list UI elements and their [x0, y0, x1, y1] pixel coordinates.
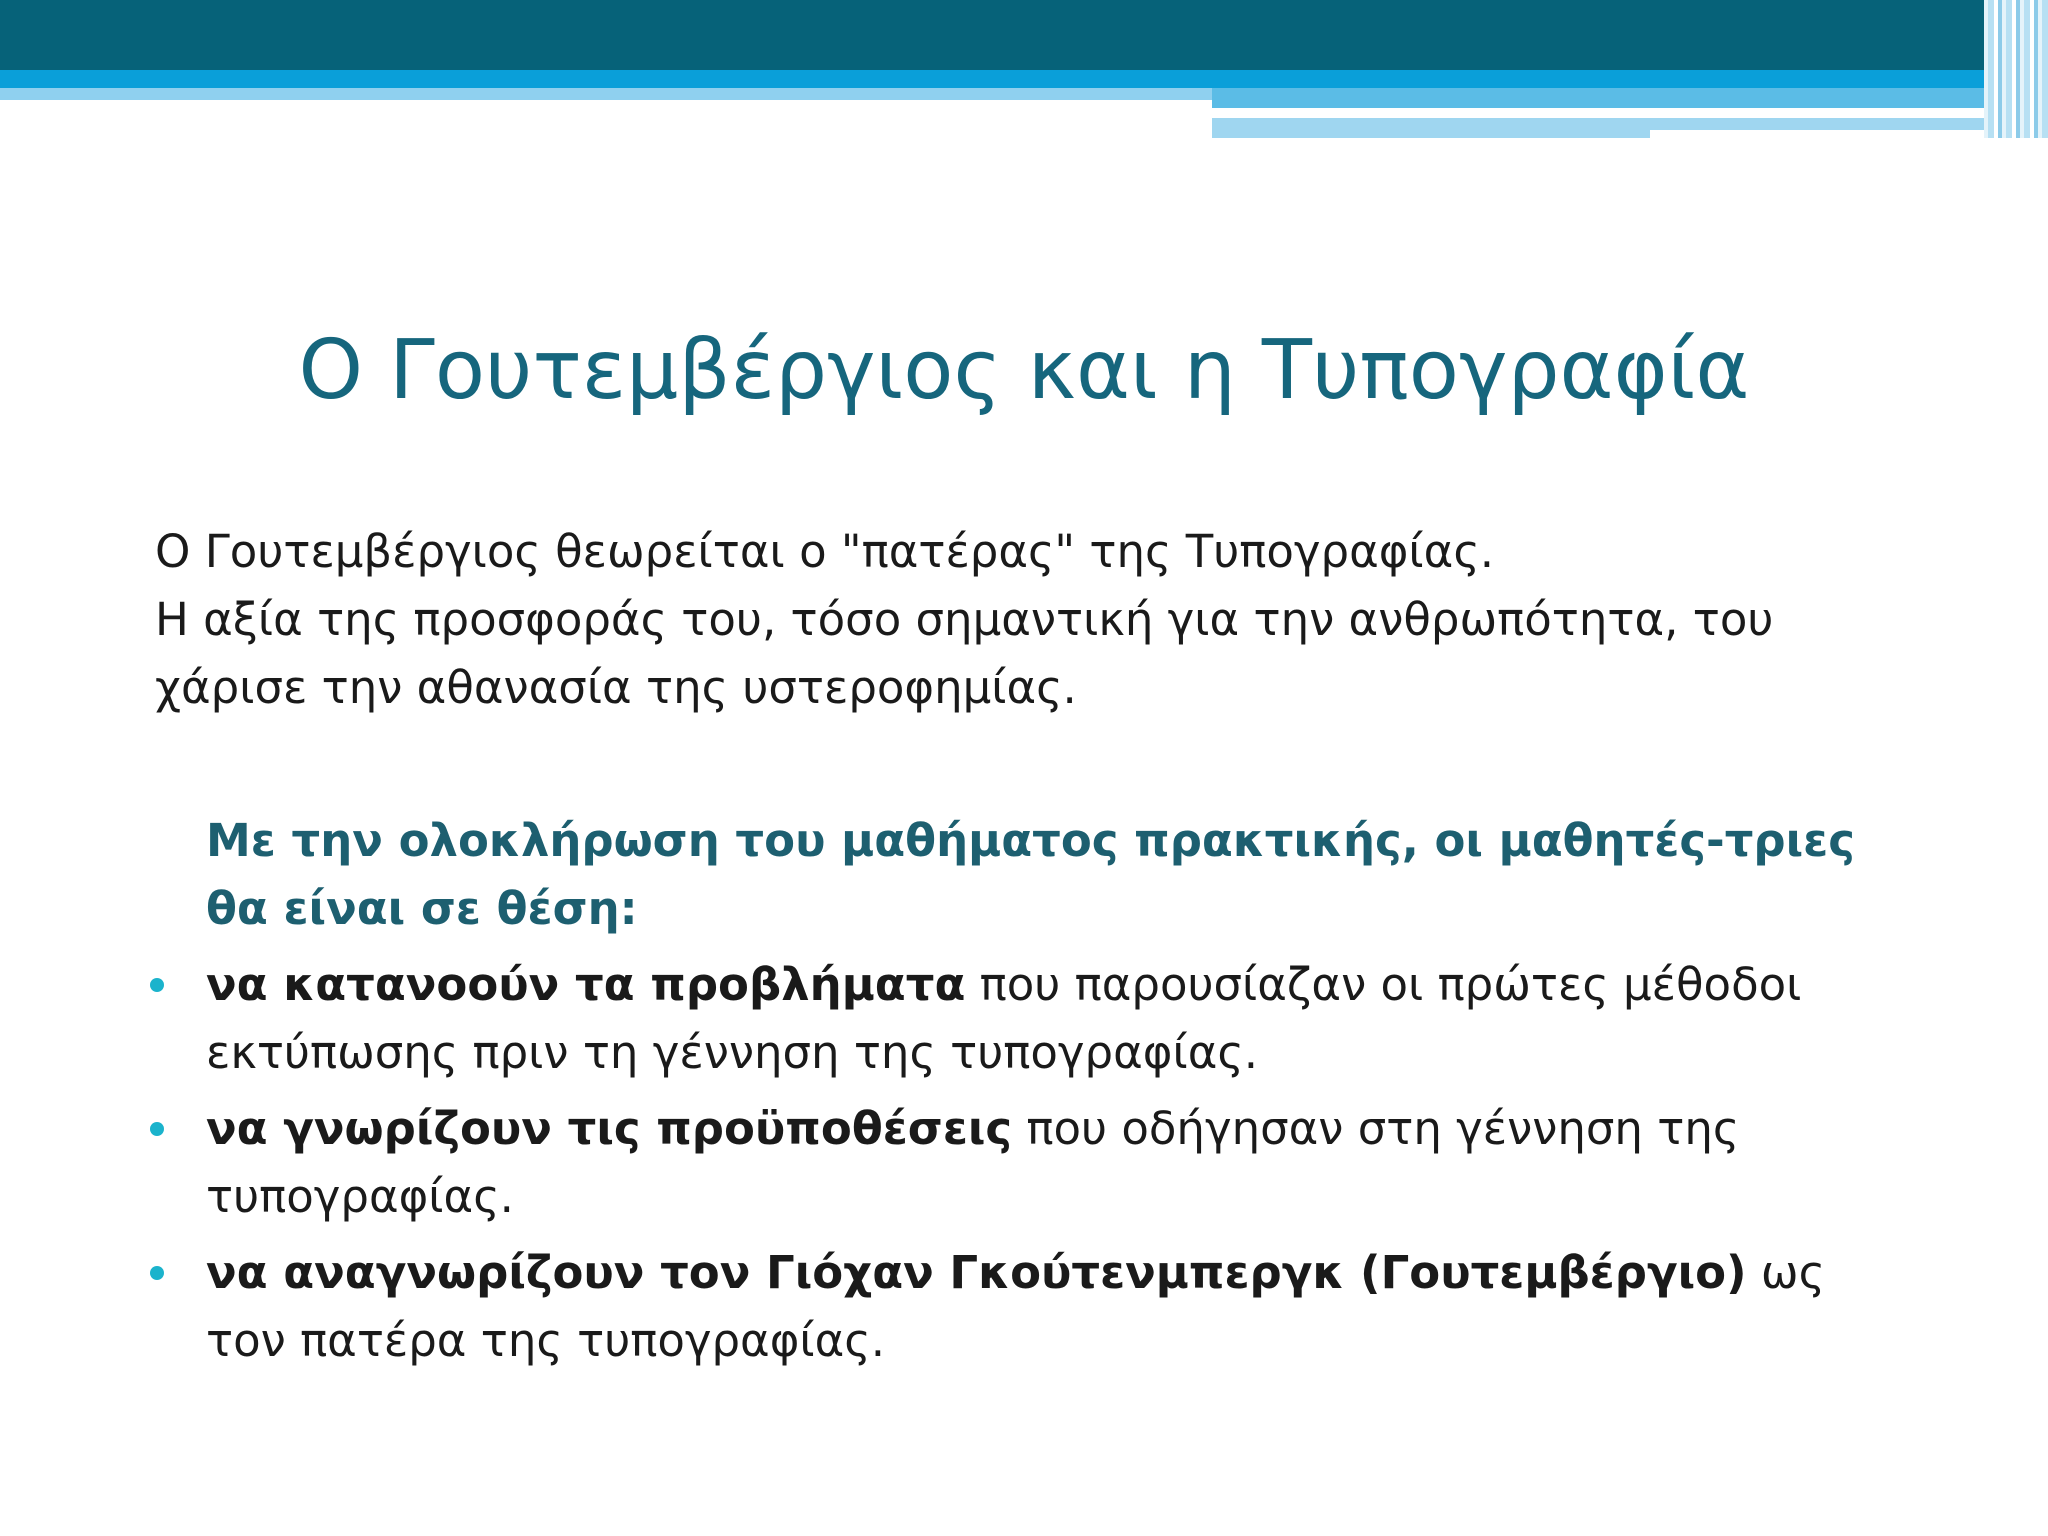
header-stripes: [1984, 0, 2048, 138]
intro-paragraph: [155, 518, 1915, 722]
objectives-list: [206, 951, 1906, 1383]
bullet-dot-icon: [150, 978, 164, 992]
header-bar-gap: [1212, 110, 1897, 116]
objective-text: που οδήγησαν στη γέννηση της τυπογραφίας.: [206, 1102, 1740, 1223]
objective-bold: να κατανοούν τα προβλήματα: [206, 958, 966, 1011]
header-bar-light: [0, 88, 1212, 100]
objective-bold: να γνωρίζουν τις προϋποθέσεις: [206, 1102, 1013, 1155]
objective-text: που παρουσίαζαν οι πρώτες μέθοδοι εκτύπωσης πριν τη γέννηση της τυπογραφίας.: [206, 958, 1802, 1079]
objectives-heading: Με την ολοκλήρωση του μαθήματος πρακτικής, οι μαθητές-τριες θα είναι σε θέση:: [206, 814, 1855, 935]
header-bar-light-right: [1212, 88, 2048, 108]
objective-text: ως τον πατέρα της τυπογραφίας.: [206, 1246, 1826, 1367]
header-bar-dark: [0, 0, 2048, 70]
bullet-dot-icon: [150, 1266, 164, 1280]
bullet-dot-icon: [150, 1122, 164, 1136]
objective-bold: να αναγνωρίζουν τον Γιόχαν Γκούτενμπεργκ (Γουτεμβέργιο): [206, 1246, 1747, 1299]
objective-item: [206, 951, 1906, 1087]
slide-title: Ο Γουτεμβέργιος και η Τυπογραφία: [298, 323, 1750, 418]
header-bar-mid: [0, 70, 2048, 88]
intro-line: χάρισε την αθανασία της υστεροφημίας.: [155, 661, 1077, 714]
objective-item: [206, 1095, 1906, 1231]
intro-line: Ο Γουτεμβέργιος θεωρείται ο "πατέρας" της Τυπογραφίας.: [155, 525, 1495, 578]
intro-line: Η αξία της προσφοράς του, τόσο σημαντική για την ανθρωπότητα, του: [155, 593, 1774, 646]
objective-item: [206, 1239, 1906, 1375]
